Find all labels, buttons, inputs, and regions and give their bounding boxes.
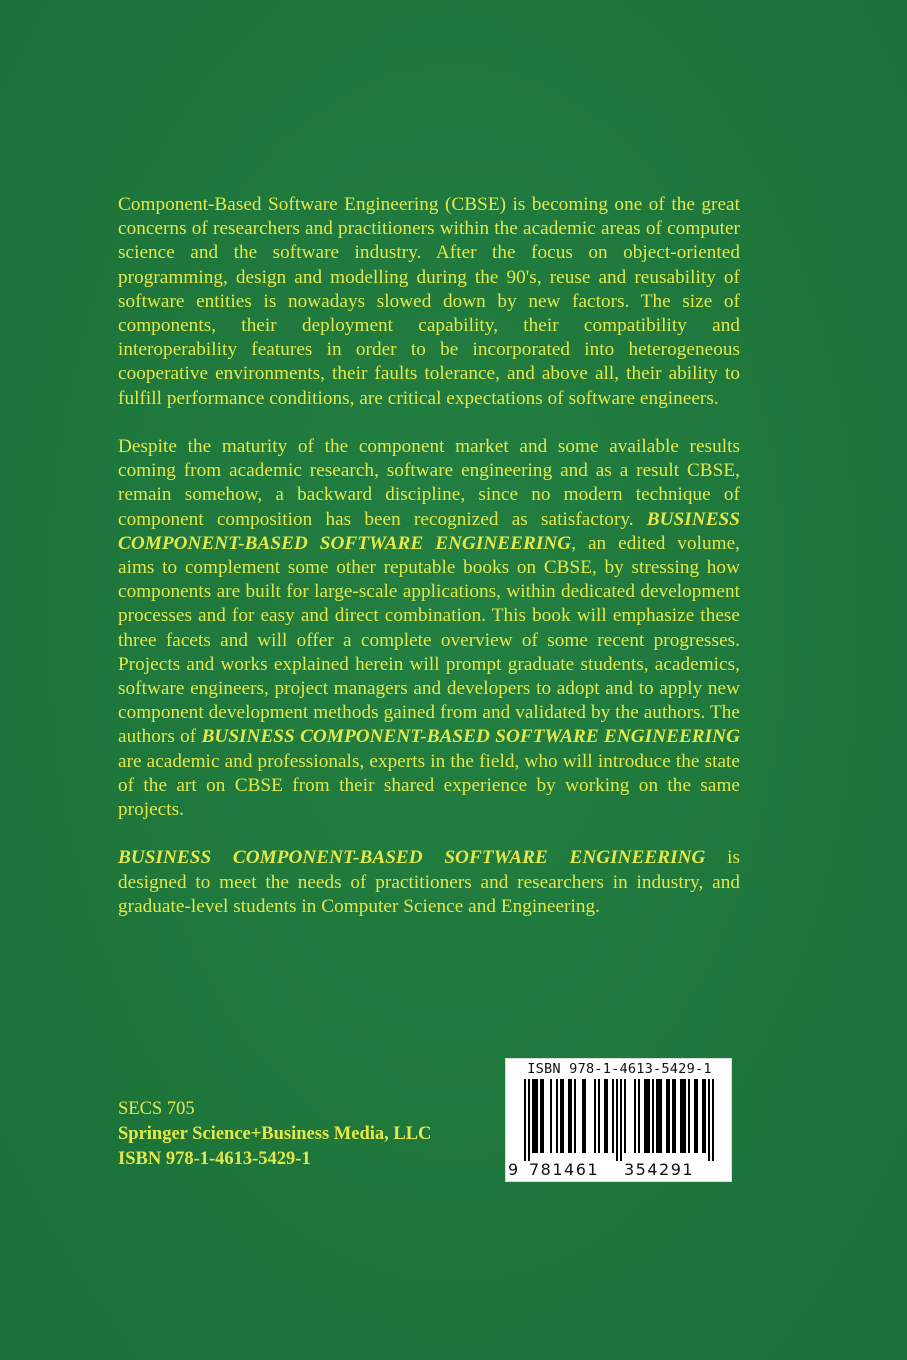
barcode-bar xyxy=(574,1079,576,1153)
barcode-bar xyxy=(612,1079,614,1153)
barcode-guard-bar xyxy=(708,1079,710,1161)
barcode-bar xyxy=(672,1079,674,1153)
barcode-guard-bar xyxy=(616,1079,618,1161)
book-title-mention-2: BUSINESS COMPONENT-BASED SOFTWARE ENGINEERING xyxy=(201,726,740,748)
barcode-bar xyxy=(660,1079,662,1153)
barcode-bar xyxy=(570,1079,572,1153)
barcode-bar xyxy=(598,1079,600,1153)
barcode-bar xyxy=(702,1079,704,1153)
barcode-bar xyxy=(682,1079,684,1153)
barcode-bar xyxy=(652,1079,654,1153)
barcode-bar xyxy=(540,1079,542,1153)
paragraph-2-text-c: are academic and professionals, experts in the field, who will introduce the state of the art on CBSE from their shared experience by working on the same projects. xyxy=(118,750,740,821)
publisher-name: Springer Science+Business Media, LLC xyxy=(118,1124,432,1144)
barcode-bar xyxy=(684,1079,686,1153)
barcode-bar xyxy=(696,1079,698,1153)
barcode-bar xyxy=(582,1079,584,1153)
barcode-bar xyxy=(644,1079,646,1153)
paragraph-2-text-b: , an edited volume, aims to complement some other reputable books on CBSE, by stressing how components are built for large-scale applications, within dedicated development processes and for easy and direct combination. This book will emphasize these three facets and will offer a complete overview of some recent progresses. Projects and works explained herein will prompt graduate students, academics, software engineers, project managers and developers to adopt and to apply new component development methods gained from and validated by the authors. The authors of xyxy=(118,532,741,748)
book-description xyxy=(118,193,740,919)
barcode-bar xyxy=(658,1079,660,1153)
publisher-info xyxy=(118,1097,431,1172)
barcode-bar xyxy=(594,1079,596,1153)
barcode-bar xyxy=(624,1079,626,1153)
barcode-bar xyxy=(560,1079,562,1153)
barcode-bar xyxy=(532,1079,534,1153)
barcode-guard-bar xyxy=(620,1079,622,1161)
barcode-first-digit: 9 xyxy=(508,1160,519,1179)
barcode-isbn-label: ISBN 978-1-4613-5429-1 xyxy=(527,1061,712,1077)
paragraph-3-text: is designed to meet the needs of practitioners and researchers in industry, and graduate-level students in Computer Science and Engineering. xyxy=(118,847,740,917)
barcode-bar xyxy=(638,1079,640,1153)
barcode-bar xyxy=(556,1079,558,1153)
barcode-bar xyxy=(666,1079,668,1153)
barcode-bar xyxy=(694,1079,696,1153)
barcode-bar xyxy=(634,1079,636,1153)
barcode-bar xyxy=(542,1079,544,1153)
barcode-bar xyxy=(604,1079,606,1153)
isbn-barcode xyxy=(505,1058,732,1182)
barcode-bar xyxy=(674,1079,676,1153)
paragraph-2-text-a: Despite the maturity of the component market and some available results coming from academic research, software engineering and as a result CBSE, remain somehow, a backward discipline, since no modern technique of component composition has been recognized as satisfactory. xyxy=(118,436,740,530)
barcode-bars xyxy=(516,1079,723,1161)
barcode-bar xyxy=(534,1079,536,1153)
barcode-guard-bar xyxy=(712,1079,714,1161)
publisher-isbn: ISBN 978-1-4613-5429-1 xyxy=(118,1149,311,1169)
book-title-mention-1: BUSINESS COMPONENT-BASED SOFTWARE ENGINEERING xyxy=(118,508,740,554)
barcode-bar xyxy=(688,1079,690,1153)
barcode-bar xyxy=(606,1079,608,1153)
barcode-bar xyxy=(584,1079,586,1153)
barcode-bar xyxy=(562,1079,564,1153)
book-title-mention-3: BUSINESS COMPONENT-BASED SOFTWARE ENGINEERING xyxy=(118,847,706,869)
barcode-bar xyxy=(668,1079,670,1153)
barcode-bar xyxy=(648,1079,650,1153)
series-number: SECS 705 xyxy=(118,1099,195,1119)
description-paragraph-3 xyxy=(118,846,740,919)
barcode-left-digits: 781461 xyxy=(529,1160,600,1179)
barcode-guard-bar xyxy=(528,1079,530,1161)
barcode-bar xyxy=(704,1079,706,1153)
barcode-right-digits: 354291 xyxy=(624,1160,695,1179)
barcode-bar xyxy=(646,1079,648,1153)
barcode-bar xyxy=(568,1079,570,1153)
barcode-bar xyxy=(550,1079,552,1153)
barcode-bar xyxy=(536,1079,538,1153)
description-paragraph-2 xyxy=(118,435,740,822)
description-paragraph-1: Component-Based Software Engineering (CBSE) is becoming one of the great concerns of researchers and practitioners within the academic areas of computer science and the software industry. After the focus on object-oriented programming, design and modelling during the 90's, reuse and reusability of software entities is nowadays slowed down by new factors. The size of components, their deployment capability, their compatibility and interoperability features in order to be incorporated into heterogeneous cooperative environments, their faults tolerance, and above all, their ability to fulfill performance conditions, are critical expectations of software engineers. xyxy=(118,194,740,409)
barcode-bar xyxy=(656,1079,658,1153)
barcode-guard-bar xyxy=(524,1079,526,1161)
barcode-bar xyxy=(680,1079,682,1153)
